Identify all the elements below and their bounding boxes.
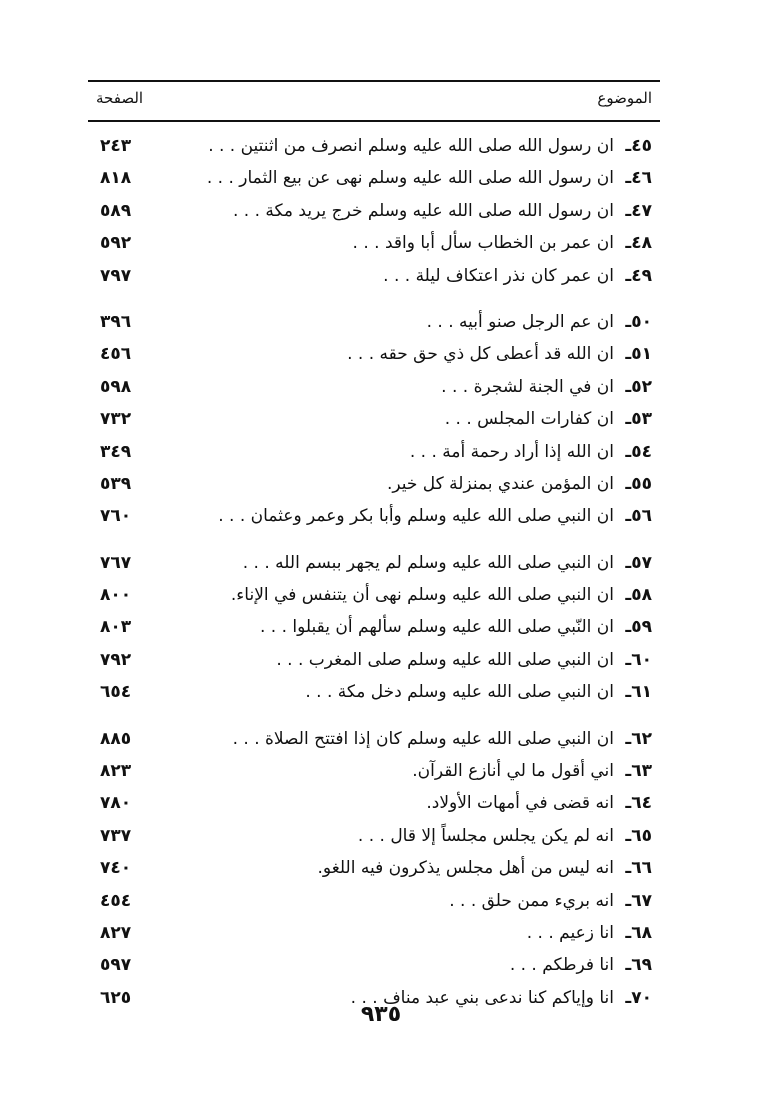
entry-number: ٤٨ـ bbox=[625, 233, 652, 254]
index-row bbox=[88, 757, 660, 789]
page-number: ٩٣٥ bbox=[360, 1002, 402, 1027]
entry-page-number: ٨٢٧ bbox=[100, 922, 132, 943]
entry-text bbox=[243, 553, 652, 573]
index-row bbox=[88, 678, 660, 710]
entry-title: ان رسول الله صلى الله عليه وسلم انصرف من اثنتين . . . bbox=[208, 136, 615, 156]
entry-number: ٧٠ـ bbox=[625, 987, 652, 1008]
entry-number: ٥٠ـ bbox=[625, 311, 652, 332]
index-row bbox=[88, 229, 660, 261]
entry-number: ٥٧ـ bbox=[625, 552, 652, 573]
entry-title: ان المؤمن عندي بمنزلة كل خير. bbox=[386, 473, 615, 494]
entry-title: ان رسول الله صلى الله عليه وسلم خرج يريد مكة . . . bbox=[232, 200, 615, 221]
entry-group bbox=[88, 132, 660, 294]
table-header bbox=[88, 80, 660, 122]
index-row bbox=[88, 919, 660, 951]
entry-text bbox=[449, 891, 652, 911]
index-row bbox=[88, 197, 660, 229]
entry-number: ٦٦ـ bbox=[625, 858, 652, 879]
entry-page-number: ٥٩٨ bbox=[100, 376, 132, 397]
entry-number: ٦٤ـ bbox=[625, 793, 652, 814]
index-entries bbox=[88, 132, 660, 1030]
entry-title: انا زعيم . . . bbox=[526, 922, 615, 943]
entry-page-number: ٧٩٢ bbox=[100, 649, 132, 670]
index-row bbox=[88, 581, 660, 613]
entry-title: ان في الجنة لشجرة . . . bbox=[441, 376, 615, 397]
entry-title: ان عم الرجل صنو أبيه . . . bbox=[426, 311, 615, 332]
entry-number: ٥٦ـ bbox=[625, 506, 652, 527]
index-row bbox=[88, 405, 660, 437]
entry-number: ٥٨ـ bbox=[625, 585, 652, 606]
entry-text bbox=[347, 344, 652, 364]
entry-number: ٥٩ـ bbox=[625, 617, 652, 638]
entry-text bbox=[305, 682, 652, 702]
entry-title: ان عمر كان نذر اعتكاف ليلة . . . bbox=[383, 265, 615, 286]
entry-text bbox=[410, 442, 652, 462]
entry-text bbox=[318, 858, 652, 878]
entry-title: انه لم يكن يجلس مجلساً إلا قال . . . bbox=[357, 825, 615, 846]
entry-number: ٦٥ـ bbox=[625, 825, 652, 846]
entry-group bbox=[88, 725, 660, 1017]
entry-text bbox=[276, 650, 652, 670]
entry-page-number: ٣٩٦ bbox=[100, 311, 132, 332]
index-row bbox=[88, 646, 660, 678]
entry-text bbox=[358, 826, 652, 846]
entry-group bbox=[88, 308, 660, 535]
entry-page-number: ٦٢٥ bbox=[100, 987, 132, 1008]
entry-text bbox=[233, 729, 652, 749]
entry-page-number: ٤٥٤ bbox=[100, 890, 132, 911]
index-row bbox=[88, 613, 660, 645]
entry-text bbox=[412, 761, 652, 781]
entry-page-number: ٣٤٩ bbox=[100, 441, 132, 462]
index-row bbox=[88, 854, 660, 886]
entry-title: ان رسول الله صلى الله عليه وسلم نهى عن بيع الثمار . . . bbox=[206, 168, 615, 189]
entry-page-number: ٥٩٢ bbox=[100, 233, 132, 254]
entry-page-number: ٤٥٦ bbox=[100, 344, 132, 365]
entry-page-number: ٥٨٩ bbox=[100, 200, 132, 221]
entry-number: ٤٦ـ bbox=[625, 168, 652, 189]
entry-title: ان النبي صلى الله عليه وسلم نهى أن يتنفس في الإناء. bbox=[230, 585, 615, 606]
entry-text bbox=[260, 617, 652, 637]
index-row bbox=[88, 789, 660, 821]
entry-number: ٥٢ـ bbox=[625, 376, 652, 397]
entry-text bbox=[426, 793, 652, 813]
entry-title: ان النبي صلى الله عليه وسلم لم يجهر ببسم الله . . . bbox=[242, 552, 615, 573]
entry-page-number: ٥٣٩ bbox=[100, 473, 132, 494]
entry-title: ان النبي صلى الله عليه وسلم كان إذا افتتح الصلاة . . . bbox=[232, 728, 615, 749]
entry-number: ٤٩ـ bbox=[625, 265, 652, 286]
index-row bbox=[88, 438, 660, 470]
index-row bbox=[88, 308, 660, 340]
entry-number: ٦٩ـ bbox=[625, 955, 652, 976]
entry-text bbox=[445, 409, 652, 429]
topic-column-label: الموضوع bbox=[597, 89, 652, 107]
index-row bbox=[88, 725, 660, 757]
entry-page-number: ٨١٨ bbox=[100, 168, 132, 189]
entry-text bbox=[527, 923, 652, 943]
entry-number: ٥٤ـ bbox=[625, 441, 652, 462]
page-column-label: الصفحة bbox=[96, 89, 144, 107]
entry-text bbox=[427, 312, 652, 332]
entry-text bbox=[353, 233, 652, 253]
entry-page-number: ٨٢٣ bbox=[100, 761, 132, 782]
entry-page-number: ٨٠٣ bbox=[100, 617, 132, 638]
entry-page-number: ٦٥٤ bbox=[100, 682, 132, 703]
index-row bbox=[88, 373, 660, 405]
entry-text bbox=[441, 377, 652, 397]
entry-title: ان الله قد أعطى كل ذي حق حقه . . . bbox=[347, 344, 615, 365]
entry-title: انه قضى في أمهات الأولاد. bbox=[426, 793, 615, 814]
entry-page-number: ٧٦٠ bbox=[100, 506, 132, 527]
entry-page-number: ٧٨٠ bbox=[100, 793, 132, 814]
entry-title: ان النبي صلى الله عليه وسلم وأبا بكر وعمر وعثمان . . . bbox=[218, 506, 615, 527]
entry-number: ٤٥ـ bbox=[625, 136, 652, 156]
entry-title: ان عمر بن الخطاب سأل أبا واقد . . . bbox=[352, 233, 615, 254]
index-row bbox=[88, 164, 660, 196]
entry-text bbox=[383, 266, 652, 286]
entry-page-number: ٧٦٧ bbox=[100, 552, 132, 573]
entry-text bbox=[208, 136, 652, 156]
entry-title: ان النبي صلى الله عليه وسلم دخل مكة . . . bbox=[305, 682, 615, 703]
entry-title: انه ليس من أهل مجلس يذكرون فيه اللغو. bbox=[317, 858, 615, 879]
entry-text bbox=[218, 506, 652, 526]
entry-number: ٦٨ـ bbox=[625, 922, 652, 943]
entry-page-number: ٧٣٧ bbox=[100, 825, 132, 846]
entry-page-number: ٨٨٥ bbox=[100, 728, 132, 749]
entry-number: ٤٧ـ bbox=[625, 200, 652, 221]
entry-number: ٥٥ـ bbox=[625, 473, 652, 494]
entry-number: ٦٠ـ bbox=[625, 649, 652, 670]
entry-page-number: ٢٤٣ bbox=[100, 136, 132, 156]
entry-page-number: ٧٩٧ bbox=[100, 265, 132, 286]
entry-page-number: ٧٤٠ bbox=[100, 858, 132, 879]
entry-number: ٦٣ـ bbox=[625, 761, 652, 782]
index-row bbox=[88, 470, 660, 502]
index-row bbox=[88, 951, 660, 983]
index-row bbox=[88, 822, 660, 854]
index-row bbox=[88, 262, 660, 294]
entry-number: ٦٧ـ bbox=[625, 890, 652, 911]
index-row bbox=[88, 340, 660, 372]
entry-text bbox=[387, 474, 652, 494]
entry-page-number: ٥٩٧ bbox=[100, 955, 132, 976]
entry-title: ان الله إذا أراد رحمة أمة . . . bbox=[409, 441, 615, 462]
entry-number: ٥١ـ bbox=[625, 344, 652, 365]
entry-title: انا فرطكم . . . bbox=[509, 955, 615, 976]
entry-text bbox=[233, 201, 652, 221]
index-row bbox=[88, 887, 660, 919]
entry-title: انا وإياكم كنا ندعى بني عبد مناف . . . bbox=[350, 987, 615, 1008]
index-row bbox=[88, 132, 660, 164]
entry-text bbox=[510, 955, 652, 975]
entry-number: ٦١ـ bbox=[625, 682, 652, 703]
entry-page-number: ٧٣٢ bbox=[100, 409, 132, 430]
entry-page-number: ٨٠٠ bbox=[100, 585, 132, 606]
entry-text bbox=[231, 585, 652, 605]
entry-number: ٦٢ـ bbox=[625, 728, 652, 749]
index-row bbox=[88, 502, 660, 534]
entry-title: ان النبي صلى الله عليه وسلم صلى المغرب . . . bbox=[276, 649, 615, 670]
entry-title: انه بريء ممن حلق . . . bbox=[449, 890, 615, 911]
entry-title: ان كفارات المجلس . . . bbox=[444, 409, 615, 430]
entry-group bbox=[88, 549, 660, 711]
entry-number: ٥٣ـ bbox=[625, 409, 652, 430]
entry-title: اني أقول ما لي أنازع القرآن. bbox=[412, 761, 615, 782]
entry-title: ان النّبي صلى الله عليه وسلم سألهم أن يقبلوا . . . bbox=[259, 617, 615, 638]
index-row bbox=[88, 549, 660, 581]
entry-text bbox=[207, 168, 652, 188]
